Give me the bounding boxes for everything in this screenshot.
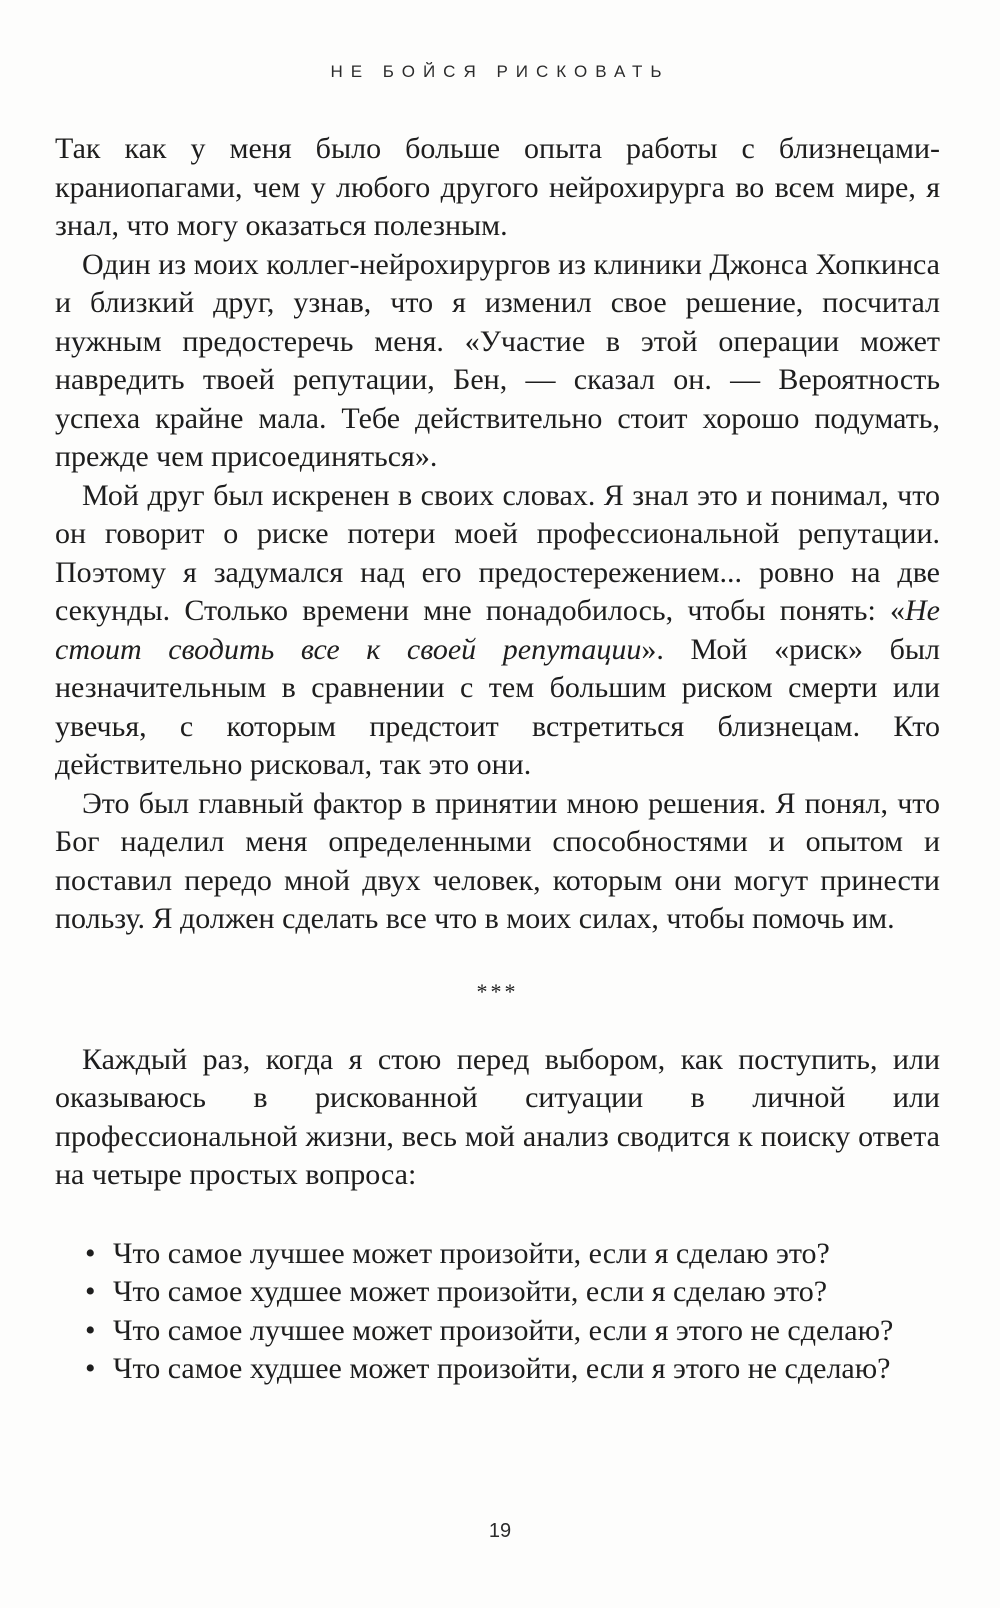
paragraph-5: Каждый раз, когда я стою перед выбором, как поступить, или оказываюсь в рискованной ситуации в личной или профессиональной жизни, весь мой анализ сводится к поиску ответа на четыре простых вопроса: xyxy=(55,1042,940,1191)
italic-quote: Не стоит сводить все к своей репутации xyxy=(55,594,940,666)
running-head: НЕ БОЙСЯ РИСКОВАТЬ xyxy=(330,62,670,81)
list-item-text: Что самое лучшее может произойти, если я сделаю это? xyxy=(113,1236,830,1270)
list-item-text: Что самое худшее может произойти, если я этого не сделаю? xyxy=(113,1352,891,1385)
bullet-icon: • xyxy=(85,1236,96,1270)
list-item-text: Что самое лучшее может произойти, если я этого не сделаю? xyxy=(113,1313,894,1347)
paragraph-2: Один из моих коллег-нейрохирургов из клиники Джонса Хопкинса и близкий друг, узнав, что я изменил свое решение, посчитал нужным предостеречь меня. «Участие в этой операции может навредить твоей репутации, Бен, — сказал он. — Вероятность успеха крайне мала. Тебе действительно стоит хорошо подумать, прежде чем присоединяться». xyxy=(55,247,940,473)
paragraph-3-end: ». Мой «риск» был незначительным в сравнении с тем большим риском смерти или увечья, с которым предстоит встретиться близнецам. Кто действительно рисковал, так это они. xyxy=(55,632,940,781)
list-item xyxy=(85,1235,940,1274)
bullet-icon: • xyxy=(85,1313,96,1347)
paragraph-3 xyxy=(55,477,940,785)
list-item xyxy=(85,1273,940,1312)
paragraph-1: Так как у меня было больше опыта работы с близнецами-краниопагами, чем у любого другого нейрохирурга во всем мире, я знал, что могу оказаться полезным. xyxy=(55,132,940,242)
bullet-icon: • xyxy=(85,1275,96,1308)
paragraph-4: Это был главный фактор в принятии мною решения. Я понял, что Бог наделил меня определенными способностями и опытом и поставил передо мной двух человек, которым они могут принести пользу. Я должен сделать все что в моих силах, чтобы помочь им. xyxy=(55,786,940,935)
bullet-icon: • xyxy=(85,1352,96,1385)
paragraph-3-start: Мой друг был искренен в своих словах. Я знал это и понимал, что он говорит о риске потери моей профессиональной репутации. Поэтому я задумался над его предостережением... ровно на две секунды. Столько времени мне понадобилось, чтобы понять: « xyxy=(55,478,940,627)
list-item xyxy=(85,1350,940,1389)
page-number: 19 xyxy=(488,1520,512,1542)
body-text xyxy=(55,130,940,1389)
section-break: *** xyxy=(476,978,519,1004)
list-item-text: Что самое худшее может произойти, если я сделаю это? xyxy=(113,1275,828,1308)
question-list xyxy=(55,1235,940,1389)
list-item xyxy=(85,1312,940,1351)
